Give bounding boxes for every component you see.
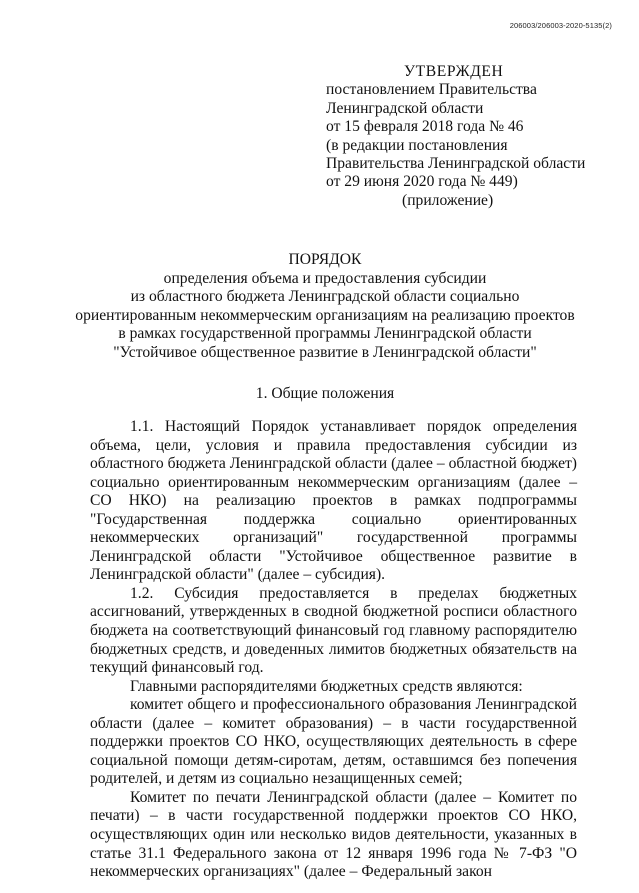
paragraph: 1.2. Субсидия предоставляется в пределах бюджетных ассигнований, утвержденных в сводной бюджетной росписи областного бюджета на соответствующий финансовый год главному распорядителю бюджетных средств, и доведенных лимитов бюджетных обязательств на текущий финансовый год. <box>90 584 577 677</box>
approval-line: от 29 июня 2020 года № 449) <box>326 173 518 191</box>
title-line: определения объема и предоставления субсидии <box>163 269 487 287</box>
paragraph: 1.1. Настоящий Порядок устанавливает порядок определения объема, цели, условия и правила предоставления субсидии из областного бюджета Ленинградской области (далее – областной бюджет) социально ориентированным некоммерческим организациям (далее – СО НКО) на реализацию проектов в рамках подпрограммы "Государственная поддержка социально ориентированных некоммерческих организаций" государственной программы Ленинградской области "Устойчивое общественное развитие в Ленинградской области" (далее – субсидия). <box>90 418 577 584</box>
paragraph: Комитет по печати Ленинградской области (далее – Комитет по печати) – в части государственной поддержки проектов СО НКО, осуществляющих один или несколько видов деятельности, указанных в статье 31.1 Федерального закона от 12 января 1996 года № 7-ФЗ "О некоммерческих организациях" (далее – Федеральный закон <box>90 788 577 881</box>
paragraph: Главными распорядителями бюджетных средств являются: <box>130 677 523 695</box>
document-title <box>60 251 590 363</box>
approval-line: (в редакции постановления <box>326 136 508 154</box>
approval-line: Ленинградской области <box>326 99 484 117</box>
approval-block <box>326 63 606 210</box>
approval-line: от 15 февраля 2018 года № 46 <box>326 118 524 136</box>
document-body <box>90 418 577 882</box>
document-number: 206003/206003-2020-5135(2) <box>509 21 612 30</box>
approval-line: Правительства Ленинградской области <box>326 155 586 173</box>
title-line: из областного бюджета Ленинградской области социально <box>130 288 520 306</box>
section-heading: 1. Общие положения <box>255 385 395 402</box>
title-heading: ПОРЯДОК <box>288 251 362 268</box>
approval-line: постановлением Правительства <box>326 81 537 99</box>
title-line: ориентированным некоммерческим организациям на реализацию проектов <box>75 306 575 324</box>
approval-heading: УТВЕРЖДЕН <box>404 63 504 80</box>
paragraph: комитет общего и профессионального образования Ленинградской области (далее – комитет образования) – в части государственной поддержки проектов СО НКО, осуществляющих деятельность в сфере социальной помощи детям-сиротам, детям, оставшимся без попечения родителей, и детям из социально незащищенных семей; <box>90 696 577 788</box>
title-line: "Устойчивое общественное развитие в Ленинградской области" <box>113 343 537 361</box>
approval-appendix: (приложение) <box>402 191 494 209</box>
title-line: в рамках государственной программы Ленинградской области <box>118 325 532 343</box>
